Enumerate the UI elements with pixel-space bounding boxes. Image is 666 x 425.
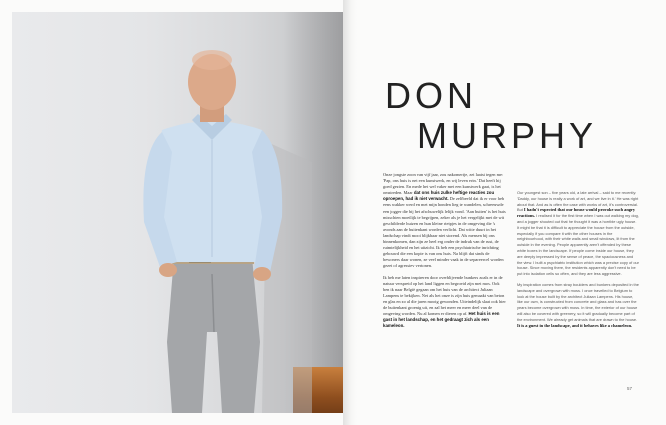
- article-title: [385, 75, 598, 156]
- dutch-paragraph-2: [383, 275, 506, 330]
- dutch-p2-text: Ik heb me laten inspireren door overblijvende bunkers zoals er in de natuur verspreid op het land liggen en begroeid zijn met mos. Ook ben ik naar België gegaan om het huis van de architect Juliaan Lampens te bekijken. Net als het onze is zijn huis gemaakt van beton en glas en zo al die jaren mooig gewonden. Uiteindelijk slaat ook hier de buitenkant groenig uit, en zal het meer en meer deel van de omgeving worden. Nu al komen er dieren op af.: [383, 274, 506, 317]
- english-p1-text: Our youngest son – five years old, a late arrival – said to me recently: 'Daddy, our house is really a work of art, and we live in it.' He was right about that. And as is often the case with works of art, it's controversial. But: [517, 190, 639, 213]
- page-number: 57: [627, 386, 633, 391]
- dutch-p1-text-cont: De zelfbeeld dat ik er voor heb eens wakker werd en met mijn honden lieg te wandelen, schreeuwde een jogger die bij het afschuwelijk lelijk vond. 'Aan buiten' is het huis misschien moeilijk te begrijpen, zeker als je het vergelijkt met de wit geschilderde huizen en hun kleine rietpjes in de omgeving die 's avonds aan de buitenkant worden verlicht. Dat witte duurt in het landschap vindt mooi blijkbaar niet storend. Als mensen bij ons binnenkomen, dan zijn ze heel erg onder de indruk van de rust, de ruimtelijkheid en het uitzicht. Ik heb een psychiatrische inrichting gebouwd die een kopie is van ons huis. Na blijft dat sinds de bewoners daar wonen, ze veel minder vaak in de separeercel worden gezet of agressiev vertonen.: [383, 196, 506, 269]
- dutch-p1-highlight: dat ons huis zulke heftige reacties zou oproepen, had ik niet verwacht.: [383, 190, 495, 202]
- dutch-p1-text: Onze jongste zoon van vijf jaar, zou nakomertje, zei laatst tegen me: 'Pap, ons huis is net een kunstwerk, en wij leven erin.' Dat heeft hij goed gezien. En mede het wel vaker met een kunstwerk gaat, is het omstreden. Maar: [383, 172, 504, 196]
- english-p1-text-cont: I realised it for the first time when I was out walking my dog, and a jogger shouted out that he thought it was a horrible ugly house. It might be that it is difficult to appreciate the house from the outside, especially if you compare it with the other houses in the neighbourhood, with their white walls and small windows, lit from the outside in the evening. People apparently aren't offended by these white boxes in the landscape. If people come inside our house, they are deeply impressed by the sense of peace, the spaciousness and the view. I built a psychiatric institution which was a precise copy of our house. Since moving there, the residents apparently don't need to be put into isolation cells so often, and they are less aggressive.: [517, 213, 639, 277]
- english-p2-text: My inspiration comes from stray boulders and bunkers deposited in the landscape and overgrown with moss. I once travelled to Belgium to look at the house built by the architect Juliaan Lampens. His house, like our own, is constructed from concrete and glass and has over the years become overgrown with moss. In time, the exterior of our house will also be covered with greenery, so it will gradually become part of the environment. We already get animals that are drawn to the house.: [517, 281, 639, 322]
- english-paragraph-1: [517, 190, 639, 277]
- dutch-paragraph-1: [383, 172, 506, 270]
- english-p2-highlight: It is a guest in the landscape, and it behaves like a chameleon.: [517, 322, 633, 328]
- dutch-text-column: [383, 172, 506, 334]
- man-illustration: [12, 12, 343, 413]
- english-text-column: [517, 190, 639, 333]
- dutch-p2-highlight: Het huis is een gast in het landschap, en het gedraagt zich als een kameleon.: [383, 311, 500, 329]
- portrait-photo: [12, 12, 343, 413]
- title-first-name: DON: [385, 75, 477, 116]
- page-gutter: [343, 0, 357, 425]
- english-p1-highlight: I hadn't expected that our house would provoke such angry reactions.: [517, 207, 636, 219]
- title-last-name: MURPHY: [417, 115, 598, 156]
- english-paragraph-2: [517, 282, 639, 328]
